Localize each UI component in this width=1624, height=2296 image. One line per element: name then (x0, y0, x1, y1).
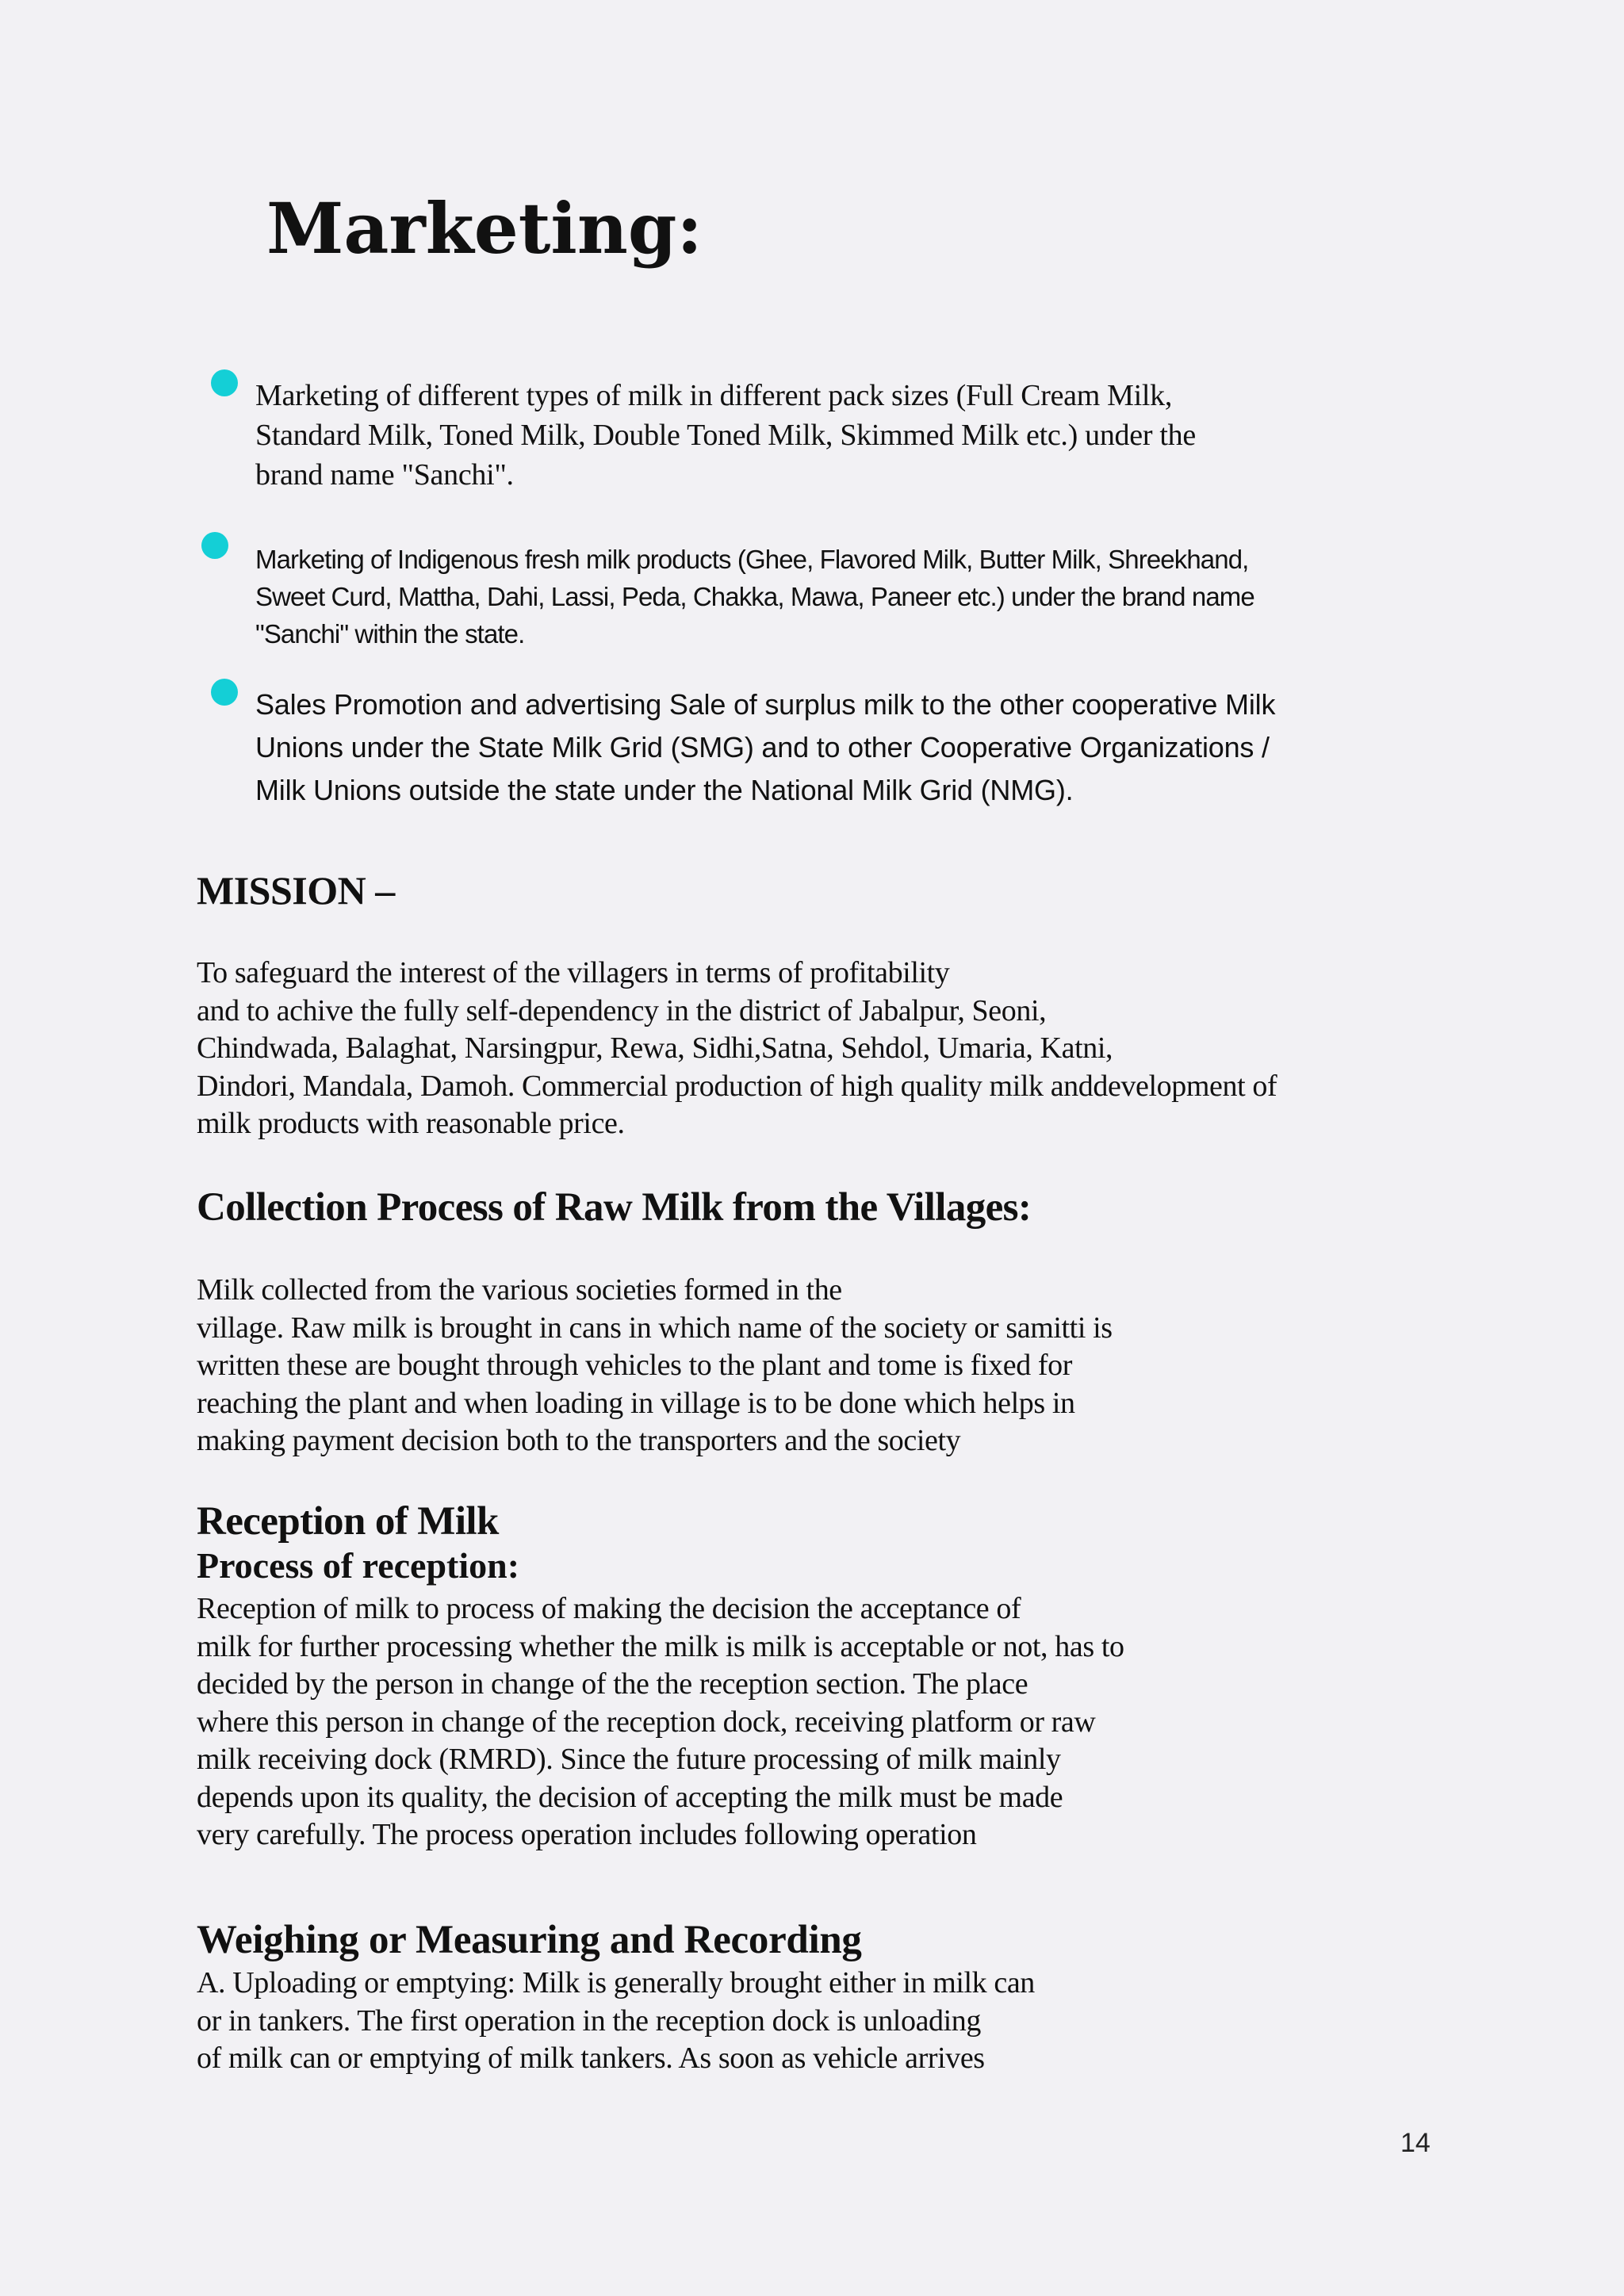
bullet-item-text: Marketing of Indigenous fresh milk products (Ghee, Flavored Milk, Butter Milk, Shreekhand, Sweet Curd, Mattha, Dahi, Lassi, Peda, Chakka, Mawa, Paneer etc.) under the brand name "Sanchi" within the state. (255, 545, 1254, 649)
bullet-item-text: Marketing of different types of milk in different pack sizes (Full Cream Milk, Standard Milk, Toned Milk, Double Toned Milk, Skimmed Milk etc.) under the brand name "Sanchi". (255, 379, 1196, 492)
mission-heading: MISSION – (197, 868, 395, 913)
bullet-dot-icon (211, 369, 238, 396)
collection-paragraph: Milk collected from the various societies formed in the village. Raw milk is brought in cans in which name of the society or samitti is written these are bought through vehicles to the plant and tome is fixed for reaching the plant and when loading in village is to be done which helps in making payment decision both to the transporters and the society (197, 1273, 1113, 1457)
bullet-dot-icon (211, 679, 238, 706)
mission-paragraph: To safeguard the interest of the villagers in terms of profitability and to achive the fully self-dependency in the district of Jabalpur, Seoni, Chindwada, Balaghat, Narsingpur, Rewa, Sidhi,Satna, Sehdol, Umaria, Katni, Dindori, Mandala, Damoh. Commercial production of high quality milk anddevelopment of milk products with reasonable price. (197, 956, 1277, 1140)
bullet-dot-icon (201, 532, 228, 559)
bullet-item-text: Sales Promotion and advertising Sale of surplus milk to the other cooperative Milk Unions under the State Milk Grid (SMG) and to other Cooperative Organizations / Milk Unions outside the state under the National Milk Grid (NMG). (255, 688, 1276, 806)
collection-heading: Collection Process of Raw Milk from the Villages: (197, 1185, 1032, 1230)
weighing-paragraph: A. Uploading or emptying: Milk is generally brought either in milk can or in tankers. The first operation in the reception dock is unloading of milk can or emptying of milk tankers. As soon as vehicle arrives (197, 1966, 1035, 2075)
reception-paragraph: Reception of milk to process of making the decision the acceptance of milk for further processing whether the milk is milk is acceptable or not, has to decided by the person in change of the the reception section. The place where this person in change of the reception dock, receiving platform or raw milk receiving dock (RMRD). Since the future processing of milk mainly depends upon its quality, the decision of accepting the milk must be made very carefully. The process operation includes following operation (197, 1592, 1124, 1851)
page-title: Marketing: (266, 187, 703, 270)
page-number: 14 (1400, 2128, 1431, 2158)
weighing-heading: Weighing or Measuring and Recording (197, 1918, 862, 1962)
reception-subheading: Process of reception: (197, 1545, 520, 1586)
reception-heading: Reception of Milk (197, 1499, 499, 1544)
